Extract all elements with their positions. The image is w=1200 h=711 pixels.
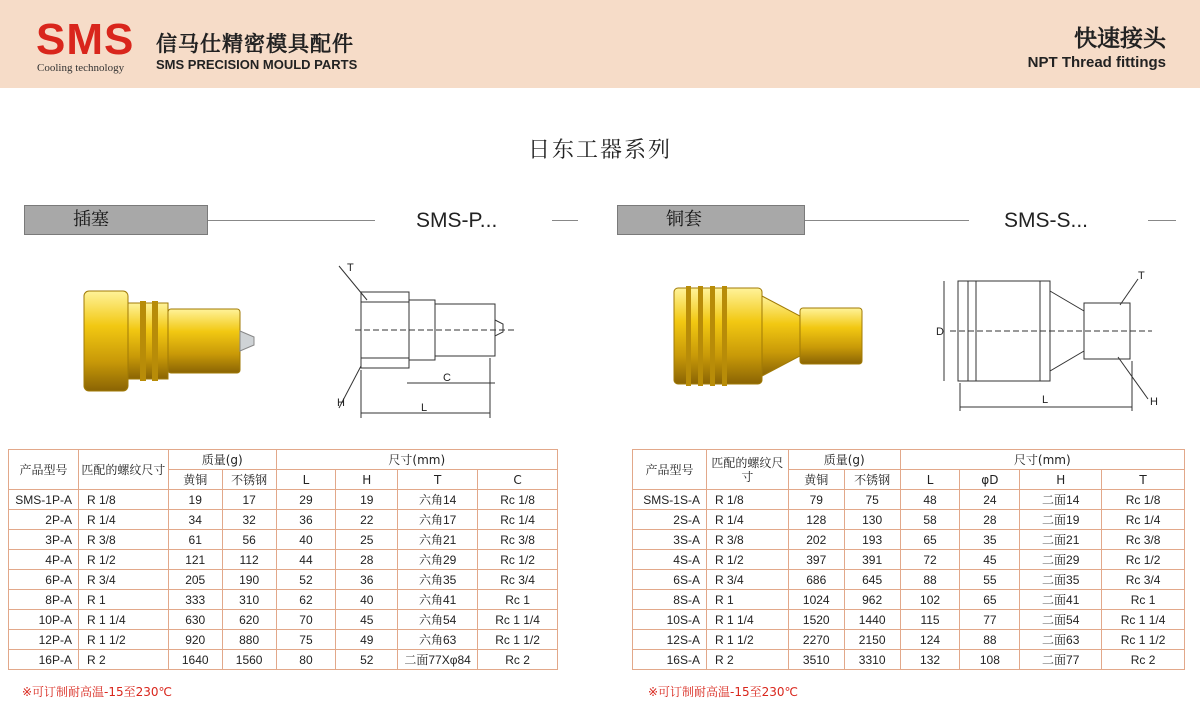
plug-divider-line bbox=[208, 220, 375, 221]
table-cell: 205 bbox=[168, 570, 222, 590]
col-header-brass: 黄铜 bbox=[788, 470, 844, 490]
table-cell: SMS-1P-A bbox=[9, 490, 79, 510]
table-cell: 1024 bbox=[788, 590, 844, 610]
table-cell: 19 bbox=[336, 490, 398, 510]
table-row bbox=[9, 590, 558, 610]
table-cell: 8S-A bbox=[633, 590, 707, 610]
socket-divider-line bbox=[805, 220, 969, 221]
company-name-en: SMS PRECISION MOULD PARTS bbox=[156, 57, 358, 72]
table-cell: 130 bbox=[844, 510, 900, 530]
table-cell: 12S-A bbox=[633, 630, 707, 650]
col-header-steel: 不锈钢 bbox=[844, 470, 900, 490]
table-cell: 4P-A bbox=[9, 550, 79, 570]
col-header-t: T bbox=[1102, 470, 1185, 490]
table-row bbox=[9, 510, 558, 530]
table-cell: SMS-1S-A bbox=[633, 490, 707, 510]
table-cell: 112 bbox=[222, 550, 276, 570]
plug-dim-t: T bbox=[347, 262, 354, 274]
table-cell: 193 bbox=[844, 530, 900, 550]
table-cell: 二面14 bbox=[1020, 490, 1102, 510]
table-cell: 2S-A bbox=[633, 510, 707, 530]
table-cell: Rc 1 bbox=[478, 590, 558, 610]
table-cell: 102 bbox=[900, 590, 960, 610]
brand-logo: SMS bbox=[36, 15, 135, 64]
table-cell: 630 bbox=[168, 610, 222, 630]
table-cell: Rc 3/4 bbox=[1102, 570, 1185, 590]
table-cell: 620 bbox=[222, 610, 276, 630]
table-cell: 24 bbox=[960, 490, 1020, 510]
col-header-dims: 尺寸(mm) bbox=[276, 450, 557, 470]
table-cell: 40 bbox=[276, 530, 336, 550]
table-cell: 4S-A bbox=[633, 550, 707, 570]
table-cell: Rc 2 bbox=[1102, 650, 1185, 670]
table-cell: Rc 1 1/4 bbox=[478, 610, 558, 630]
table-cell: 六角54 bbox=[398, 610, 478, 630]
table-cell: R 2 bbox=[78, 650, 168, 670]
table-row bbox=[633, 630, 1185, 650]
table-cell: 六角41 bbox=[398, 590, 478, 610]
table-cell: R 1/8 bbox=[78, 490, 168, 510]
table-cell: Rc 1/4 bbox=[478, 510, 558, 530]
col-header-l: L bbox=[276, 470, 336, 490]
table-cell: 二面29 bbox=[1020, 550, 1102, 570]
socket-dim-d: D bbox=[936, 326, 944, 338]
table-row bbox=[9, 630, 558, 650]
table-cell: 16P-A bbox=[9, 650, 79, 670]
plug-dim-h: H bbox=[337, 397, 345, 409]
table-cell: 28 bbox=[336, 550, 398, 570]
table-cell: 202 bbox=[788, 530, 844, 550]
plug-dimension-drawing bbox=[325, 258, 525, 423]
table-cell: 75 bbox=[276, 630, 336, 650]
col-header-h: H bbox=[1020, 470, 1102, 490]
table-cell: 55 bbox=[960, 570, 1020, 590]
socket-code-tail-line bbox=[1148, 220, 1176, 221]
table-cell: Rc 1/2 bbox=[478, 550, 558, 570]
table-cell: Rc 1 1/2 bbox=[1102, 630, 1185, 650]
plug-code-tail-line bbox=[552, 220, 578, 221]
table-cell: 19 bbox=[168, 490, 222, 510]
socket-dimension-drawing bbox=[920, 265, 1180, 415]
col-header-model: 产品型号 bbox=[9, 450, 79, 490]
table-cell: 六角35 bbox=[398, 570, 478, 590]
table-row bbox=[9, 610, 558, 630]
table-row bbox=[633, 650, 1185, 670]
table-cell: 32 bbox=[222, 510, 276, 530]
table-cell: R 2 bbox=[706, 650, 788, 670]
table-cell: 36 bbox=[336, 570, 398, 590]
table-cell: 35 bbox=[960, 530, 1020, 550]
table-row bbox=[633, 590, 1185, 610]
table-cell: 29 bbox=[276, 490, 336, 510]
table-cell: 二面77 bbox=[1020, 650, 1102, 670]
table-cell: 1640 bbox=[168, 650, 222, 670]
plug-section-label: 插塞 bbox=[24, 205, 208, 235]
table-cell: Rc 1/4 bbox=[1102, 510, 1185, 530]
table-cell: 58 bbox=[900, 510, 960, 530]
table-cell: 22 bbox=[336, 510, 398, 530]
table-row bbox=[9, 530, 558, 550]
table-cell: Rc 1/8 bbox=[478, 490, 558, 510]
table-cell: 70 bbox=[276, 610, 336, 630]
table-cell: R 3/4 bbox=[78, 570, 168, 590]
table-cell: 52 bbox=[276, 570, 336, 590]
table-cell: R 1/2 bbox=[706, 550, 788, 570]
table-cell: 72 bbox=[900, 550, 960, 570]
table-cell: 310 bbox=[222, 590, 276, 610]
col-header-brass: 黄铜 bbox=[168, 470, 222, 490]
table-cell: 52 bbox=[336, 650, 398, 670]
table-cell: R 3/4 bbox=[706, 570, 788, 590]
socket-dim-l: L bbox=[1042, 394, 1049, 406]
table-cell: 2150 bbox=[844, 630, 900, 650]
table-row bbox=[633, 530, 1185, 550]
col-header-mass: 质量(g) bbox=[168, 450, 276, 470]
table-cell: 3510 bbox=[788, 650, 844, 670]
table-cell: 25 bbox=[336, 530, 398, 550]
table-cell: R 3/8 bbox=[78, 530, 168, 550]
table-cell: 28 bbox=[960, 510, 1020, 530]
table-cell: 六角29 bbox=[398, 550, 478, 570]
table-cell: 65 bbox=[900, 530, 960, 550]
table-cell: Rc 1/2 bbox=[1102, 550, 1185, 570]
table-cell: 1560 bbox=[222, 650, 276, 670]
col-header-d: φD bbox=[960, 470, 1020, 490]
table-cell: Rc 1 bbox=[1102, 590, 1185, 610]
table-row bbox=[633, 510, 1185, 530]
table-cell: 二面77Xφ84 bbox=[398, 650, 478, 670]
table-cell: 40 bbox=[336, 590, 398, 610]
table-row bbox=[633, 610, 1185, 630]
table-cell: 79 bbox=[788, 490, 844, 510]
socket-spec-table bbox=[632, 449, 1185, 670]
table-cell: 65 bbox=[960, 590, 1020, 610]
table-cell: 二面41 bbox=[1020, 590, 1102, 610]
table-cell: 34 bbox=[168, 510, 222, 530]
plug-spec-table bbox=[8, 449, 558, 670]
table-cell: R 1 1/2 bbox=[706, 630, 788, 650]
table-cell: 3P-A bbox=[9, 530, 79, 550]
table-row bbox=[9, 650, 558, 670]
table-cell: 3S-A bbox=[633, 530, 707, 550]
table-cell: 45 bbox=[960, 550, 1020, 570]
table-cell: 44 bbox=[276, 550, 336, 570]
table-cell: Rc 3/8 bbox=[478, 530, 558, 550]
table-cell: 88 bbox=[960, 630, 1020, 650]
table-cell: 75 bbox=[844, 490, 900, 510]
table-row bbox=[633, 550, 1185, 570]
table-cell: 6S-A bbox=[633, 570, 707, 590]
table-cell: R 1 bbox=[706, 590, 788, 610]
table-cell: 124 bbox=[900, 630, 960, 650]
table-cell: 12P-A bbox=[9, 630, 79, 650]
table-cell: 61 bbox=[168, 530, 222, 550]
table-cell: 108 bbox=[960, 650, 1020, 670]
table-cell: Rc 2 bbox=[478, 650, 558, 670]
col-header-t: T bbox=[398, 470, 478, 490]
table-cell: 36 bbox=[276, 510, 336, 530]
table-cell: 2270 bbox=[788, 630, 844, 650]
socket-dim-t: T bbox=[1138, 270, 1145, 282]
table-cell: 六角21 bbox=[398, 530, 478, 550]
col-header-c: C bbox=[478, 470, 558, 490]
table-cell: 二面54 bbox=[1020, 610, 1102, 630]
page-header bbox=[0, 0, 1200, 88]
table-cell: 17 bbox=[222, 490, 276, 510]
table-cell: 1520 bbox=[788, 610, 844, 630]
table-cell: 62 bbox=[276, 590, 336, 610]
table-cell: Rc 3/4 bbox=[478, 570, 558, 590]
table-cell: 333 bbox=[168, 590, 222, 610]
table-cell: 六角14 bbox=[398, 490, 478, 510]
socket-section-label: 铜套 bbox=[617, 205, 805, 235]
table-cell: 645 bbox=[844, 570, 900, 590]
socket-photo bbox=[672, 282, 868, 390]
table-cell: 16S-A bbox=[633, 650, 707, 670]
table-cell: 128 bbox=[788, 510, 844, 530]
brand-tagline: Cooling technology bbox=[37, 62, 125, 74]
col-header-dims: 尺寸(mm) bbox=[900, 450, 1184, 470]
table-cell: 121 bbox=[168, 550, 222, 570]
socket-temperature-note: ※可订制耐高温-15至230℃ bbox=[648, 685, 799, 699]
table-cell: R 1 1/4 bbox=[706, 610, 788, 630]
table-cell: 920 bbox=[168, 630, 222, 650]
table-cell: Rc 1 1/4 bbox=[1102, 610, 1185, 630]
table-cell: R 1 1/4 bbox=[78, 610, 168, 630]
table-cell: 132 bbox=[900, 650, 960, 670]
table-cell: 190 bbox=[222, 570, 276, 590]
table-cell: R 1/4 bbox=[78, 510, 168, 530]
company-name-cn: 信马仕精密模具配件 bbox=[156, 32, 354, 56]
table-cell: 二面35 bbox=[1020, 570, 1102, 590]
table-cell: 880 bbox=[222, 630, 276, 650]
table-cell: R 3/8 bbox=[706, 530, 788, 550]
table-cell: R 1/4 bbox=[706, 510, 788, 530]
table-cell: 6P-A bbox=[9, 570, 79, 590]
table-cell: 六角17 bbox=[398, 510, 478, 530]
table-cell: 1440 bbox=[844, 610, 900, 630]
table-cell: 391 bbox=[844, 550, 900, 570]
table-cell: 二面63 bbox=[1020, 630, 1102, 650]
table-cell: 45 bbox=[336, 610, 398, 630]
table-cell: 六角63 bbox=[398, 630, 478, 650]
table-cell: Rc 1 1/2 bbox=[478, 630, 558, 650]
table-cell: 397 bbox=[788, 550, 844, 570]
col-header-h: H bbox=[336, 470, 398, 490]
table-row bbox=[9, 550, 558, 570]
plug-dim-l: L bbox=[421, 402, 428, 414]
table-cell: 8P-A bbox=[9, 590, 79, 610]
table-row bbox=[633, 570, 1185, 590]
table-cell: 3310 bbox=[844, 650, 900, 670]
table-cell: 49 bbox=[336, 630, 398, 650]
table-cell: 10P-A bbox=[9, 610, 79, 630]
socket-dim-h: H bbox=[1150, 396, 1158, 408]
col-header-model: 产品型号 bbox=[633, 450, 707, 490]
table-cell: 88 bbox=[900, 570, 960, 590]
plug-temperature-note: ※可订制耐高温-15至230℃ bbox=[22, 685, 173, 699]
category-title-cn: 快速接头 bbox=[1074, 26, 1166, 52]
plug-photo bbox=[78, 275, 268, 403]
col-header-steel: 不锈钢 bbox=[222, 470, 276, 490]
col-header-mass: 质量(g) bbox=[788, 450, 900, 470]
table-cell: R 1 1/2 bbox=[78, 630, 168, 650]
series-title: 日东工器系列 bbox=[527, 138, 672, 163]
table-cell: 48 bbox=[900, 490, 960, 510]
table-row bbox=[9, 490, 558, 510]
col-header-thread: 匹配的螺纹尺寸 bbox=[706, 450, 788, 490]
table-cell: 686 bbox=[788, 570, 844, 590]
table-cell: R 1/8 bbox=[706, 490, 788, 510]
col-header-thread: 匹配的螺纹尺寸 bbox=[78, 450, 168, 490]
socket-model-code: SMS-S... bbox=[1004, 209, 1089, 232]
table-cell: R 1/2 bbox=[78, 550, 168, 570]
table-cell: 115 bbox=[900, 610, 960, 630]
table-cell: 10S-A bbox=[633, 610, 707, 630]
table-row bbox=[633, 490, 1185, 510]
table-cell: 56 bbox=[222, 530, 276, 550]
table-cell: R 1 bbox=[78, 590, 168, 610]
plug-dim-c: C bbox=[443, 372, 451, 384]
table-cell: 二面19 bbox=[1020, 510, 1102, 530]
table-cell: 二面21 bbox=[1020, 530, 1102, 550]
category-title-en: NPT Thread fittings bbox=[1027, 54, 1166, 71]
table-cell: 2P-A bbox=[9, 510, 79, 530]
table-cell: 80 bbox=[276, 650, 336, 670]
table-row bbox=[9, 570, 558, 590]
table-cell: 962 bbox=[844, 590, 900, 610]
table-cell: 77 bbox=[960, 610, 1020, 630]
table-cell: Rc 3/8 bbox=[1102, 530, 1185, 550]
col-header-l: L bbox=[900, 470, 960, 490]
plug-model-code: SMS-P... bbox=[416, 209, 498, 232]
table-cell: Rc 1/8 bbox=[1102, 490, 1185, 510]
